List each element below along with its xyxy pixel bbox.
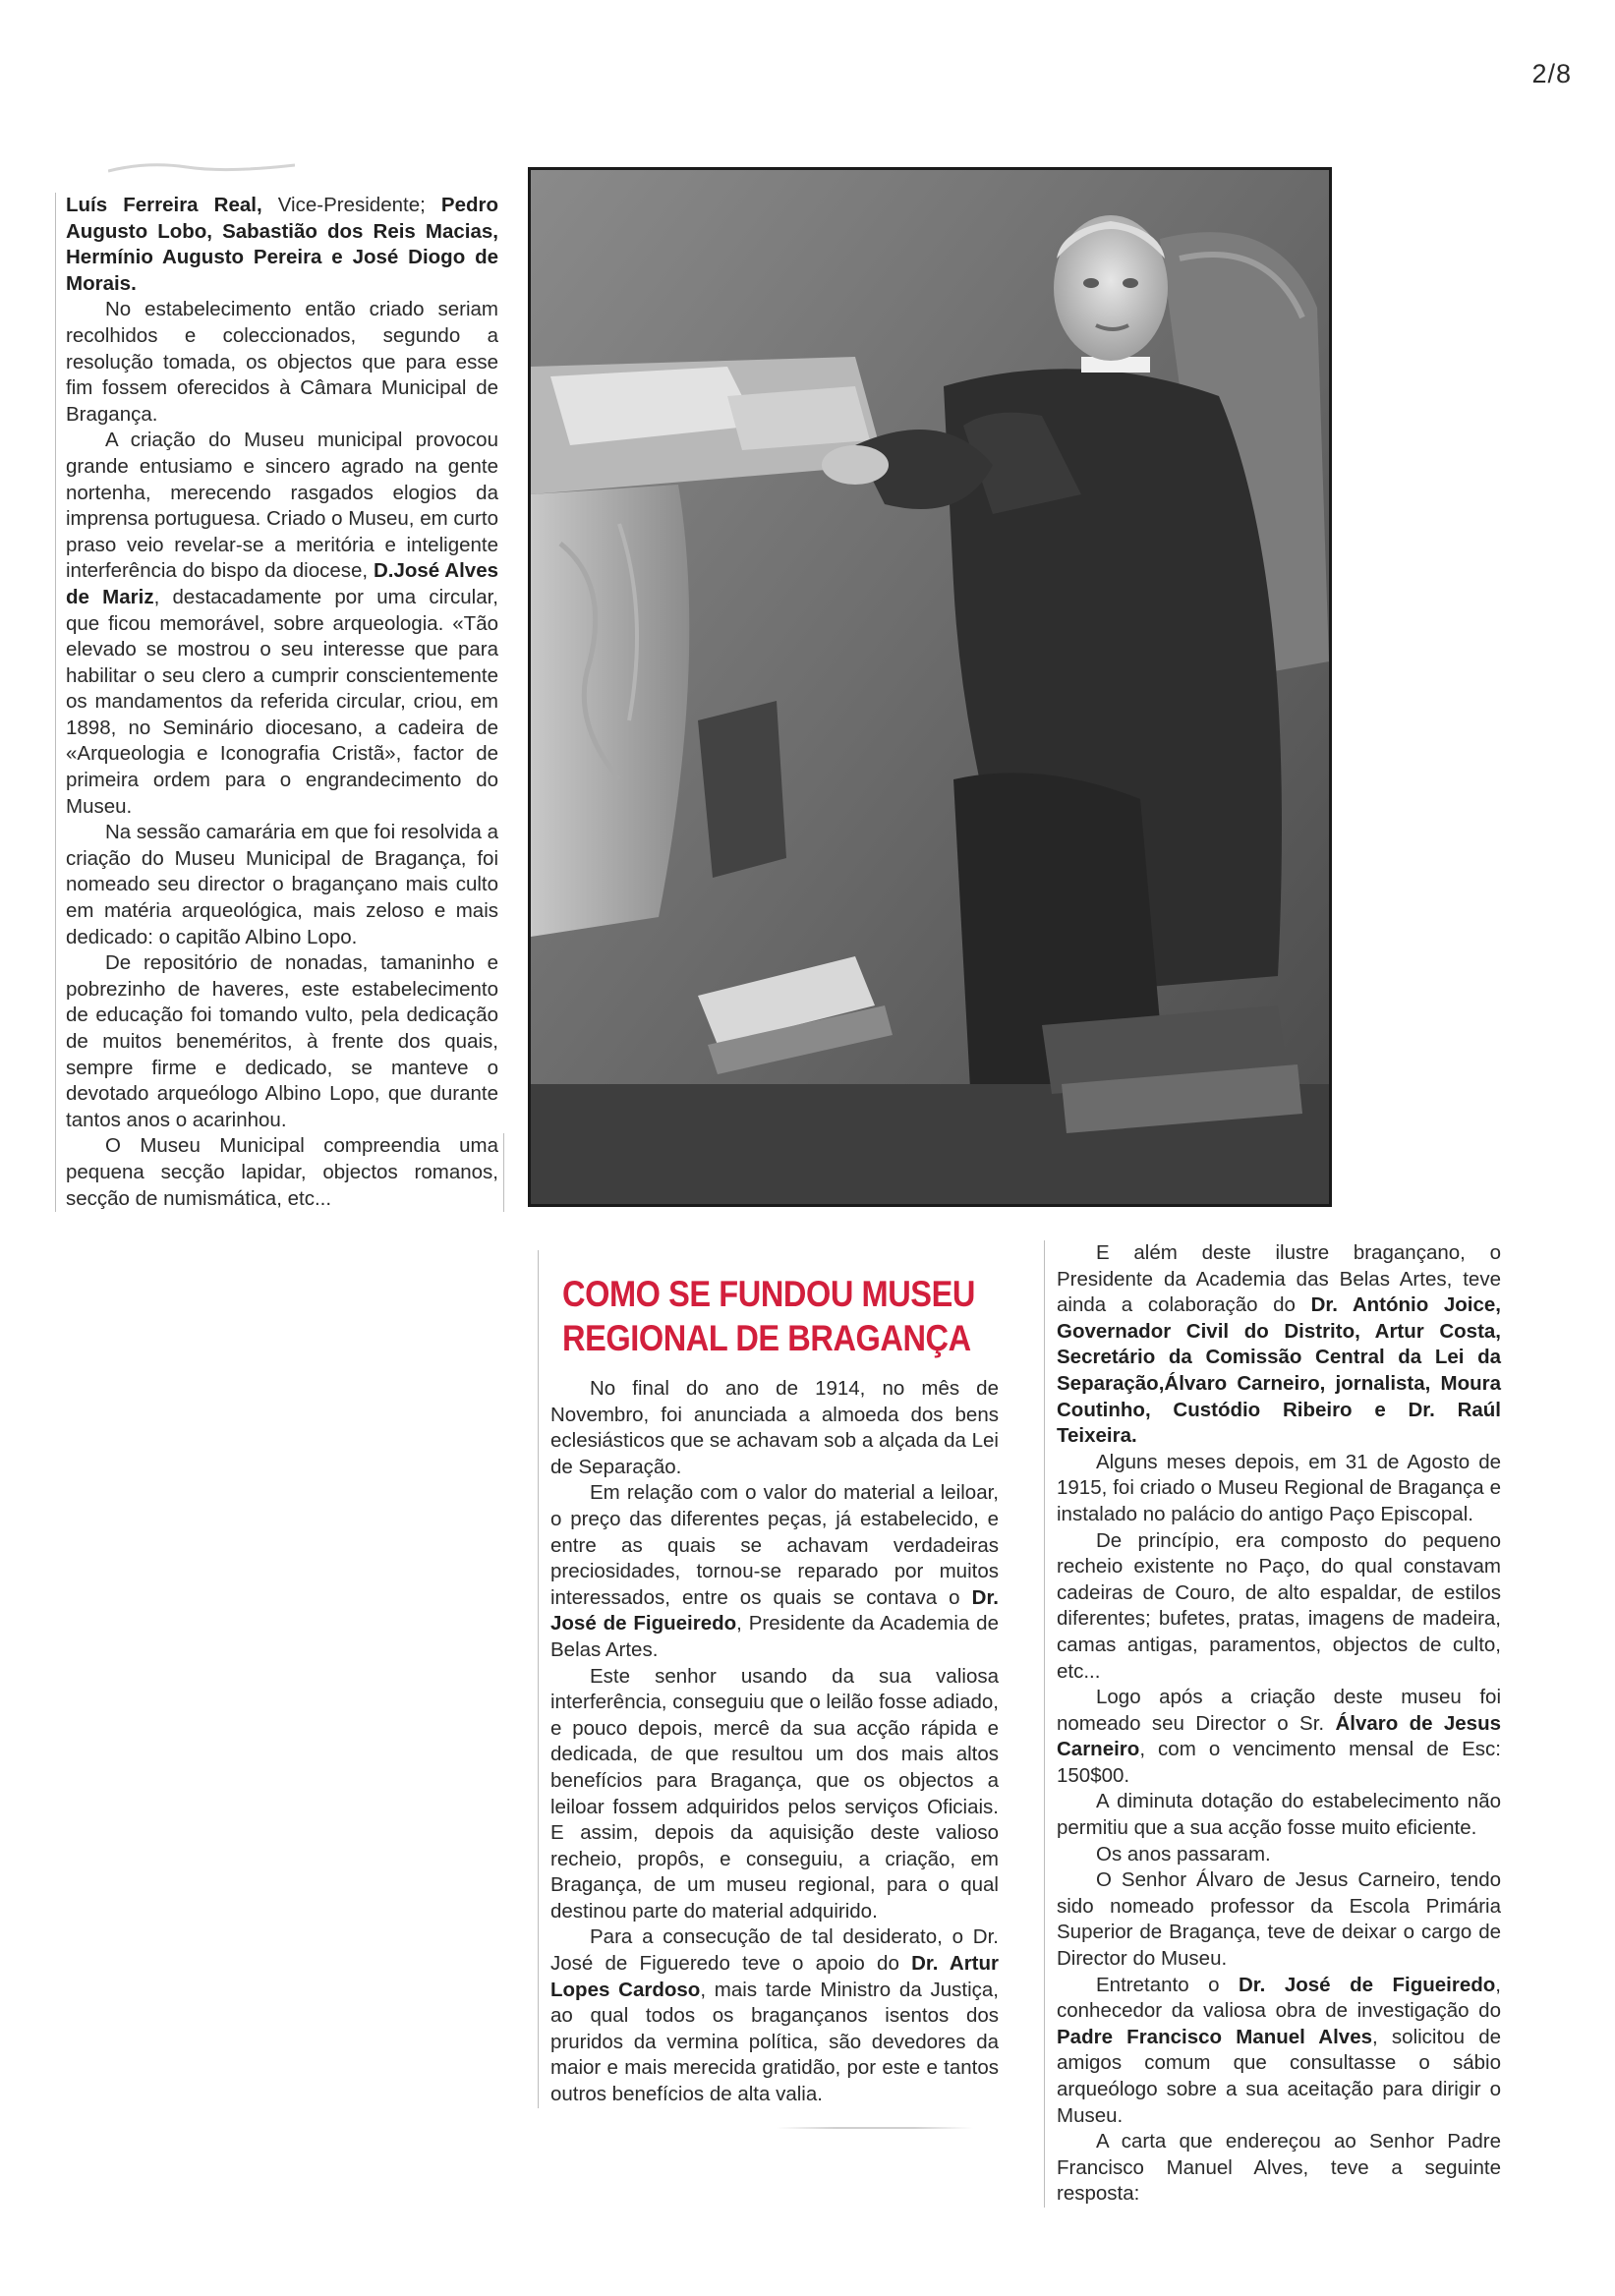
left-paragraph-6: O Museu Municipal compreendia uma pequena secção lapidar, objectos romanos, secção de numismática, etc... — [66, 1134, 498, 1210]
right-paragraph-5: A diminuta dotação do estabelecimento não permitiu que a sua acção fosse muito eficiente. — [1057, 1790, 1501, 1840]
column-rule — [503, 1133, 504, 1212]
text-run: Vice-Presidente; — [261, 194, 441, 216]
right-paragraph-4 — [1057, 1685, 1501, 1789]
right-paragraph-9: A carta que endereçou ao Senhor Padre Francisco Manuel Alves, teve a seguinte resposta: — [1057, 2130, 1501, 2206]
left-paragraph-1 — [66, 193, 498, 297]
scan-smudge — [108, 157, 295, 175]
middle-paragraph-2 — [550, 1480, 999, 1663]
text-run: Logo após a criação deste museu foi nomeado seu Director o Sr. — [1057, 1686, 1501, 1735]
middle-paragraph-1: No final do ano de 1914, no mês de Novembro, foi anunciada a almoeda dos bens eclesiásticos que se achavam sob a alçada da Lei de Separação. — [550, 1377, 999, 1478]
article-headline — [562, 1272, 975, 1360]
right-paragraph-1 — [1057, 1240, 1501, 1450]
text-run: Para a consecução de tal desiderato, o Dr. José de Figueredo teve o apoio do — [550, 1925, 999, 1976]
text-run: , com o vencimento mensal de Esc: 150$00. — [1057, 1738, 1501, 1787]
text-run: , conhecedor da valiosa obra de investigação do — [1057, 1973, 1501, 2023]
portrait-illustration — [531, 170, 1329, 1204]
right-paragraph-2: Alguns meses depois, em 31 de Agosto de 1915, foi criado o Museu Regional de Bragança e instalado no palácio do antigo Paço Episcopal. — [1057, 1450, 1501, 1525]
left-paragraph-2: No estabelecimento então criado seriam recolhidos e coleccionados, segundo a resolução tomada, os objectos que para esse fim fossem oferecidos à Câmara Municipal de Bragança. — [66, 298, 498, 426]
text-run: Em relação com o valor do material a leiloar, o preço das diferentes peças, já estabelecido, e entre as quais se achavam verdadeiras preciosidades, tornou-se reparado por muitos interessados, entre os quais se contava o — [550, 1481, 999, 1609]
middle-column — [538, 1250, 999, 2108]
right-paragraph-7: O Senhor Álvaro de Jesus Carneiro, tendo sido nomeado professor da Escola Primária Superior de Bragança, teve de deixar o cargo de Director do Museu. — [1057, 1868, 1501, 1971]
bold-names: Pedro Augusto Lobo, Sabastião dos Reis Macias, Hermínio Augusto Pereira e José Diogo de Morais. — [66, 194, 498, 295]
right-column — [1044, 1240, 1501, 2208]
headline-line-2: REGIONAL DE BRAGANÇA — [562, 1318, 971, 1358]
text-run: Entretanto o — [1096, 1973, 1239, 1996]
bishop-portrait-photo — [528, 167, 1332, 1207]
bold-name: Dr. José de Figueiredo — [550, 1585, 999, 1636]
scan-mark — [777, 2127, 973, 2129]
middle-paragraph-3: Este senhor usando da sua valiosa interferência, conseguiu que o leilão fosse adiado, e pouco depois, mercê da sua acção rápida e dedicada, de que resultou um dos mais altos benefícios para Bragança, que os objectos a leiloar fossem adquiridos pelos serviços Oficiais. E assim, depois da aquisição deste valioso recheio, propôs, e conseguiu, a criação, em Bragança, de um museu regional, para o qual destinou parte do material adquirido. — [550, 1664, 999, 1923]
bold-name: D.José Alves de Mariz — [66, 559, 498, 608]
bold-name: Dr. José de Figueiredo — [1239, 1973, 1496, 1996]
page-number: 2/8 — [1531, 59, 1572, 88]
right-paragraph-8 — [1057, 1973, 1501, 2130]
bold-names: Dr. António Joice, Governador Civil do Distrito, Artur Costa, Secretário da Comissão Central da Lei da Separação,Álvaro Carneiro, jornalista, Moura Coutinho, Custódio Ribeiro e Dr. Raúl Teixeira. — [1057, 1293, 1501, 1448]
left-column — [55, 193, 498, 1212]
bold-name: Álvaro de Jesus Carneiro — [1057, 1711, 1501, 1761]
right-paragraph-6: Os anos passaram. — [1096, 1842, 1271, 1866]
left-paragraph-5: De repositório de nonadas, tamaninho e pobrezinho de haveres, este estabelecimento de educação foi tomando vulto, pela dedicação de muitos beneméritos, à frente dos quais, sempre firme e dedicado, se manteve o devotado arqueólogo Albino Lopo, que durante tantos anos o acarinhou. — [66, 951, 498, 1131]
bold-name: Dr. Artur Lopes Cardoso — [550, 1952, 999, 2001]
bold-name: Padre Francisco Manuel Alves — [1057, 2025, 1373, 2048]
text-run: , Presidente da Academia de Belas Artes. — [550, 1612, 999, 1661]
text-run: , solicitou de amigos comum que consultasse o sábio arqueólogo sobre a sua aceitação para dirigir o Museu. — [1057, 2025, 1501, 2127]
bold-name: Luís Ferreira Real, — [66, 194, 262, 216]
text-run: A criação do Museu municipal provocou grande entusiamo e sincero agrado na gente nortenha, merecendo rasgados elogios da imprensa portuguesa. Criado o Museu, em curto praso veio revelar-se a meritória e inteligente interferência do bispo da diocese, — [66, 429, 498, 583]
left-paragraph-3 — [66, 428, 498, 820]
middle-paragraph-4 — [550, 1924, 999, 2107]
text-run: , mais tarde Ministro da Justiça, ao qual todos os bragançanos isentos dos pruridos da vermina política, são devedores da maior e mais merecida gratidão, por este e tantos outros benefícios de alta valia. — [550, 1978, 999, 2106]
headline-line-1: COMO SE FUNDOU MUSEU — [562, 1274, 975, 1314]
right-paragraph-3: De princípio, era composto do pequeno recheio existente no Paço, do qual constavam cadeiras de Couro, de alto espaldar, de estilos diferentes; bufetes, pratas, imagens de madeira, camas antigas, paramentos, objectos de culto, etc... — [1057, 1528, 1501, 1683]
left-paragraph-4: Na sessão camarária em que foi resolvida a criação do Museu Municipal de Bragança, foi nomeado seu director o bragançano mais culto em matéria arqueológica, mais zeloso e mais dedicado: o capitão Albino Lopo. — [66, 821, 498, 948]
text-run: E além deste ilustre bragançano, o Presidente da Academia das Belas Artes, teve ainda a colaboração do — [1057, 1241, 1501, 1317]
text-run: , destacadamente por uma circular, que ficou memorável, sobre arqueologia. «Tão elevado se mostrou o seu interesse que para habilitar o seu clero a cumprir conscientemente os mandamentos da referida circular, criou, em 1898, no Seminário diocesano, a cadeira de «Arqueologia e Iconografia Cristã», factor de primeira ordem para o engrandecimento do Museu. — [66, 585, 498, 818]
